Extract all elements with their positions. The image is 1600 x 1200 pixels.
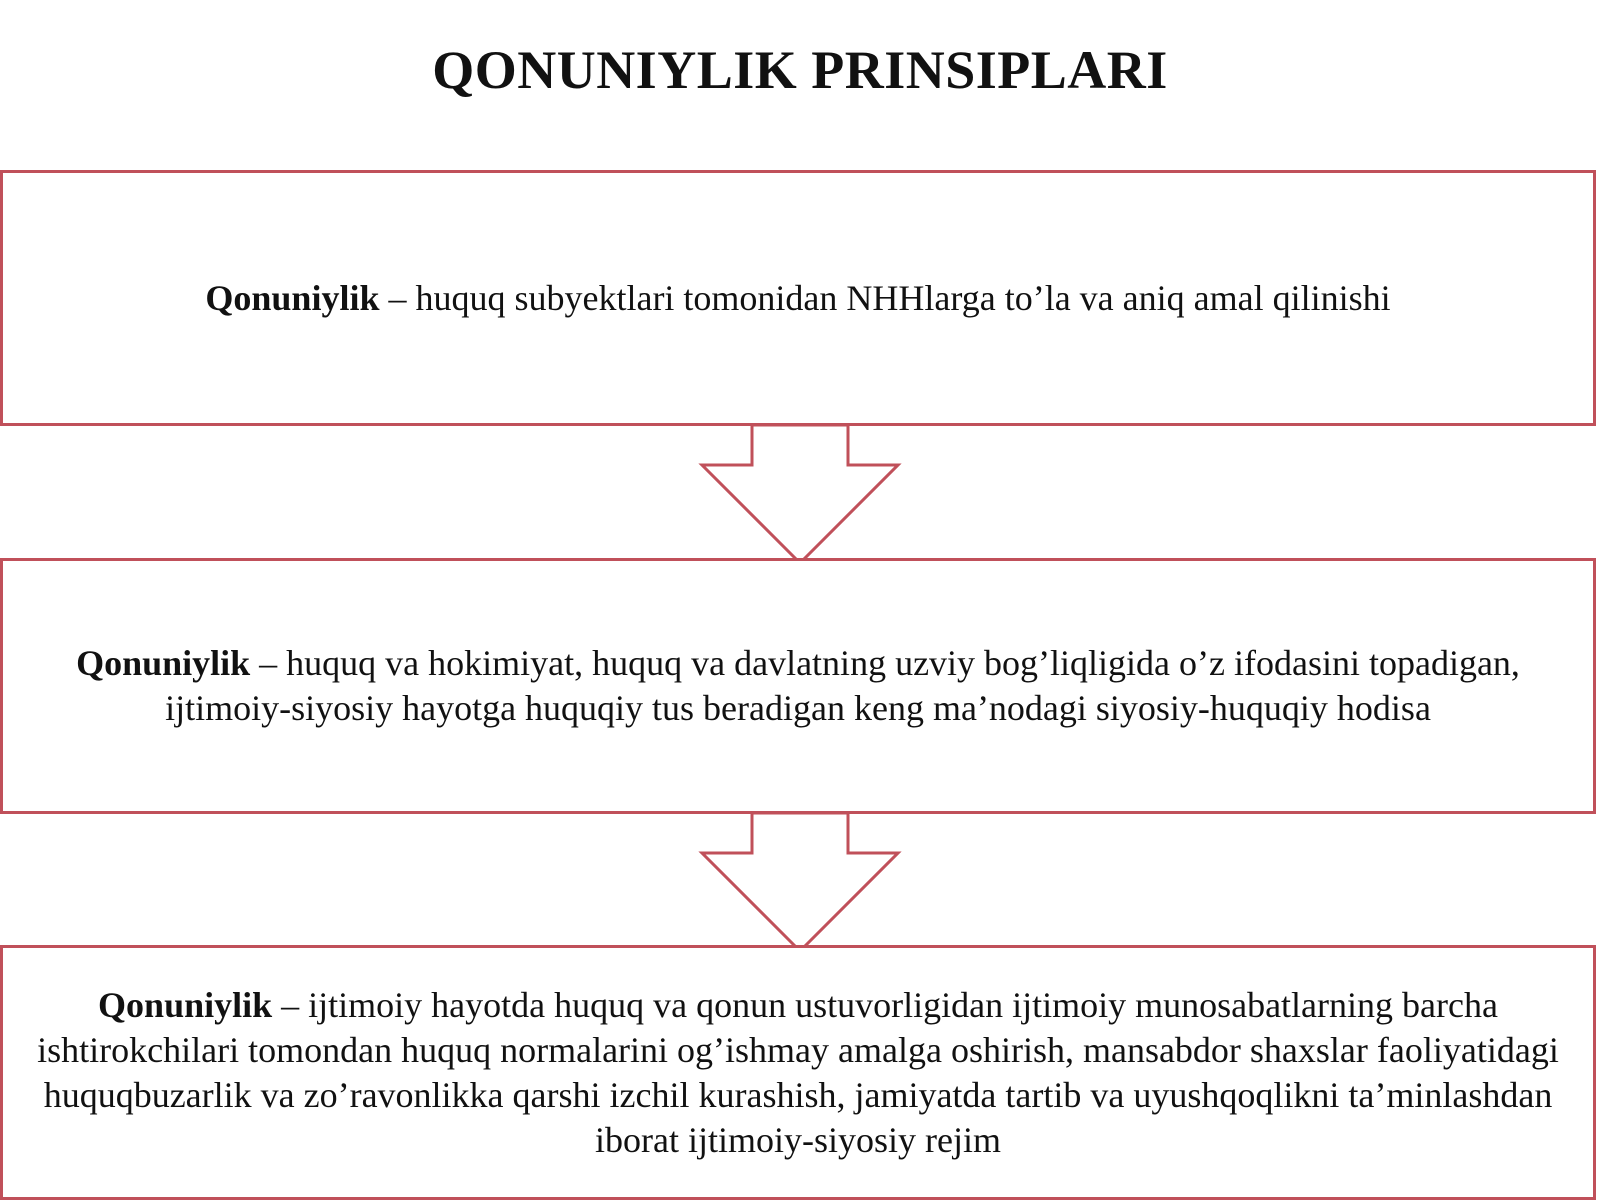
definition-box-2 [0,558,1596,814]
definition-text-2 [25,641,1571,731]
definition-term-3: Qonuniylik [98,984,273,1025]
down-arrow-icon-2 [700,813,900,953]
down-arrow-icon-1 [700,425,900,565]
definition-term-2: Qonuniylik [76,643,251,683]
page-title: QONUNIYLIK PRINSIPLARI [432,40,1168,100]
definition-body-2: – huquq va hokimiyat, huquq va davlatning uzviy bog’liqligida o’z ifodasini topadigan, ijtimoiy-siyosiy hayotga huquqiy tus beradigan keng ma’nodagi siyosiy-huquqiy hodisa [165,643,1520,728]
definition-text-3 [25,983,1571,1163]
definition-box-3 [0,945,1596,1200]
definition-text-1 [25,276,1571,321]
definition-term-1: Qonuniylik [205,277,380,318]
definition-body-3: – ijtimoiy hayotda huquq va qonun ustuvorligidan ijtimoiy munosabatlarning barcha ishtirokchilari tomondan huquq normalarini og’ishmay amalga oshirish, mansabdor shaxslar faoliyatidagi huquqbuzarlik va zo’ravonlikka qarshi izchil kurashish, jamiyatda tartib va uyushqoqlikni ta’minlashdan iborat ijtimoiy-siyosiy rejim [37,984,1559,1160]
definition-body-1: – huquq subyektlari tomonidan NHHlarga to’la va aniq amal qilinishi [379,277,1391,318]
definition-box-1 [0,170,1596,426]
